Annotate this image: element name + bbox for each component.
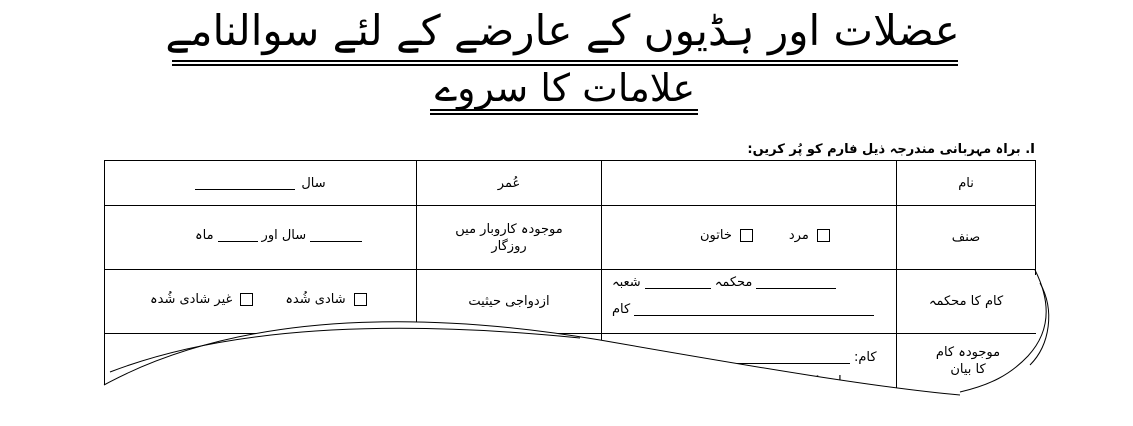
dept-label-text: کام کا محکمہ <box>928 294 1004 309</box>
years-label: سال <box>301 175 326 191</box>
title-line-2: علامات کا سروے <box>434 66 696 110</box>
name-label-text: نام <box>958 175 974 191</box>
page-curl-mask <box>0 270 1133 426</box>
gender-label-text: صنف <box>951 230 981 245</box>
age-label-text: عُمر <box>497 175 521 191</box>
title-line-1: عضلات اور ہڈیوں کے عارضے کے لئے سوالنامے <box>165 6 960 55</box>
current-job-label-text: موجودہ کاروبار میں روزگار <box>455 221 563 254</box>
work-label: کام <box>612 302 631 317</box>
current-work-label-line2: کا بیان <box>950 362 986 377</box>
marital-label-text: ازدواجی حیثیت <box>468 294 550 309</box>
page-curl-edge-3 <box>960 270 1046 392</box>
male-label: مرد <box>788 228 809 243</box>
female-label: خاتون <box>700 228 732 243</box>
form-instruction: I. براہ مہربانی مندرجہ ذیل فارم کو پُر کریں: <box>747 142 1035 157</box>
section-label: شعبہ <box>612 275 641 290</box>
months-label: ماہ <box>195 228 214 243</box>
unmarried-label: غیر شادی شُدہ <box>150 292 233 307</box>
married-label: شادی شُدہ <box>285 292 346 307</box>
work-colon-label: کام: <box>854 350 877 365</box>
department-label: محکمہ <box>714 275 753 290</box>
years-and-label: سال اور <box>261 228 307 243</box>
current-work-label-line1: موجودہ کام <box>935 345 1001 360</box>
